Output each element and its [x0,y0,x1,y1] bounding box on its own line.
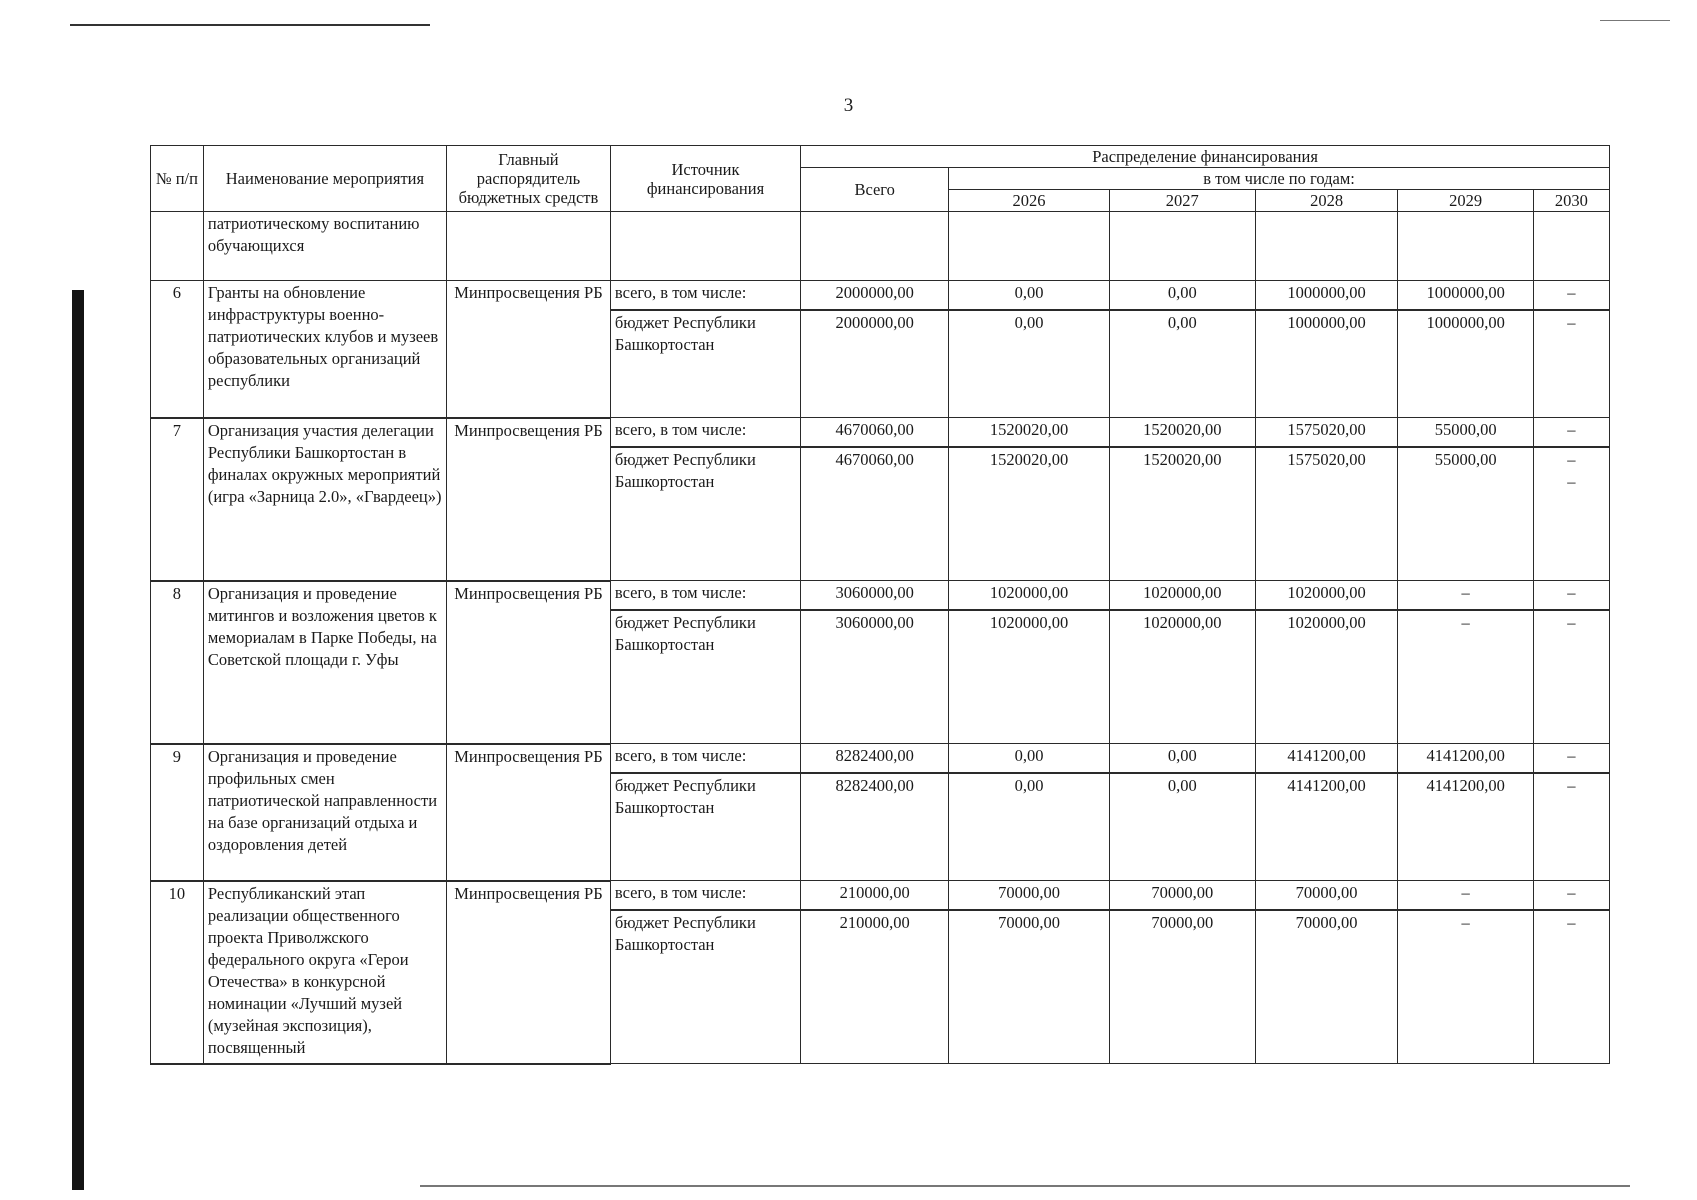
cell-total: 210000,00 [801,910,949,1064]
cell-2029: – [1398,610,1533,744]
cell-2027: 1520020,00 [1109,447,1255,581]
cell-empty [1398,212,1533,281]
cell-total: 3060000,00 [801,581,949,611]
header-administrator: Главный распорядитель бюджетных средств [447,146,611,212]
cell-2028: 1575020,00 [1255,447,1398,581]
cell-administrator: Минпросвещения РБ [447,418,611,581]
cell-2027: 0,00 [1109,744,1255,774]
cell-2029: – [1398,581,1533,611]
cell-total: 2000000,00 [801,281,949,311]
cell-2027: 0,00 [1109,773,1255,881]
cell-event-name: патриотическому воспитанию обучающихся [203,212,446,281]
cell-2027: 70000,00 [1109,910,1255,1064]
cell-2028: 1020000,00 [1255,610,1398,744]
cell-2030: – [1533,773,1609,881]
cell-empty [610,212,800,281]
cell-2030: – [1533,581,1609,611]
header-year-2028: 2028 [1255,190,1398,212]
cell-2026: 1020000,00 [949,581,1110,611]
cell-total: 4670060,00 [801,447,949,581]
cell-source: всего, в том числе: [610,418,800,448]
cell-2029: – [1398,910,1533,1064]
cell-total: 210000,00 [801,881,949,911]
cell-total: 3060000,00 [801,610,949,744]
cell-number: 10 [151,881,204,1064]
table-body [151,212,1610,1064]
cell-number: 6 [151,281,204,418]
cell-2030 [1533,447,1609,581]
cell-2026: 0,00 [949,773,1110,881]
cell-source: всего, в том числе: [610,281,800,311]
cell-2026: 1520020,00 [949,418,1110,448]
page-number: 3 [843,95,854,116]
scan-artifact-bottom-line [420,1185,1630,1187]
cell-2030: – [1533,744,1609,774]
cell-2026: 0,00 [949,744,1110,774]
cell-total: 8282400,00 [801,773,949,881]
cell-source: бюджет Республики Башкортостан [610,910,800,1064]
header-year-2026: 2026 [949,190,1110,212]
table-row [151,281,1610,311]
cell-event-name: Гранты на обновление инфраструктуры военно-патриотических клубов и музеев образовательных организаций республики [203,281,446,418]
table-header [151,146,1610,212]
cell-empty [151,212,204,281]
cell-2029: 1000000,00 [1398,310,1533,418]
cell-2026: 0,00 [949,310,1110,418]
cell-empty [447,212,611,281]
cell-total: 8282400,00 [801,744,949,774]
header-year-2029: 2029 [1398,190,1533,212]
cell-2030: – [1533,418,1609,448]
header-year-2030: 2030 [1533,190,1609,212]
cell-number: 8 [151,581,204,744]
header-number: № п/п [151,146,204,212]
cell-administrator: Минпросвещения РБ [447,581,611,744]
cell-2028: 4141200,00 [1255,773,1398,881]
scan-artifact-left-edge [72,290,84,1190]
cell-event-name: Организация и проведение митингов и возложения цветов к мемориалам в Парке Победы, на Советской площади г. Уфы [203,581,446,744]
cell-2027: 1520020,00 [1109,418,1255,448]
cell-2026: 70000,00 [949,910,1110,1064]
cell-2029: 1000000,00 [1398,281,1533,311]
cell-2027: 1020000,00 [1109,581,1255,611]
cell-2029: 55000,00 [1398,447,1533,581]
cell-empty [949,212,1110,281]
cell-2028: 1000000,00 [1255,281,1398,311]
cell-2026: 1520020,00 [949,447,1110,581]
cell-2029: 4141200,00 [1398,744,1533,774]
table-row [151,744,1610,774]
cell-2028: 1020000,00 [1255,581,1398,611]
cell-2028: 4141200,00 [1255,744,1398,774]
cell-2030-value-extra: – [1567,472,1576,491]
cell-source: бюджет Республики Башкортостан [610,610,800,744]
cell-empty [1255,212,1398,281]
header-source: Источник финансирования [610,146,800,212]
cell-empty [801,212,949,281]
cell-source: всего, в том числе: [610,881,800,911]
cell-2030: – [1533,310,1609,418]
cell-administrator: Минпросвещения РБ [447,281,611,418]
header-year-2027: 2027 [1109,190,1255,212]
financing-table [150,145,1610,1065]
cell-source: бюджет Республики Башкортостан [610,447,800,581]
cell-2030: – [1533,910,1609,1064]
header-total: Всего [801,168,949,212]
cell-2030: – [1533,881,1609,911]
cell-2027: 70000,00 [1109,881,1255,911]
cell-number: 9 [151,744,204,881]
cell-2026: 0,00 [949,281,1110,311]
cell-source: бюджет Республики Башкортостан [610,773,800,881]
cell-empty [1533,212,1609,281]
table-row [151,581,1610,611]
cell-2030: – [1533,610,1609,744]
cell-2026: 70000,00 [949,881,1110,911]
header-by-years: в том числе по годам: [949,168,1610,190]
header-distribution: Распределение финансирования [801,146,1610,168]
cell-2029: 4141200,00 [1398,773,1533,881]
cell-2028: 70000,00 [1255,881,1398,911]
cell-source: всего, в том числе: [610,744,800,774]
cell-2030-value: – [1567,450,1576,469]
cell-event-name: Организация участия делегации Республики Башкортостан в финалах окружных мероприятий (игра «Зарница 2.0», «Гвардеец») [203,418,446,581]
cell-source: всего, в том числе: [610,581,800,611]
cell-2027: 0,00 [1109,310,1255,418]
table-row [151,881,1610,911]
cell-event-name: Республиканский этап реализации общественного проекта Приволжского федерального округа «Герои Отечества» в конкурсной номинации «Лучший музей (музейная экспозиция), посвященный [203,881,446,1064]
cell-2027: 1020000,00 [1109,610,1255,744]
cell-2029: 55000,00 [1398,418,1533,448]
scan-artifact-top-right-line [1600,20,1670,21]
cell-2029: – [1398,881,1533,911]
cell-2027: 0,00 [1109,281,1255,311]
table-row [151,418,1610,448]
table-row-continuation [151,212,1610,281]
cell-total: 2000000,00 [801,310,949,418]
cell-total: 4670060,00 [801,418,949,448]
cell-source: бюджет Республики Башкортостан [610,310,800,418]
cell-event-name: Организация и проведение профильных смен патриотической направленности на базе организаций отдыха и оздоровления детей [203,744,446,881]
cell-2028: 1000000,00 [1255,310,1398,418]
cell-2028: 1575020,00 [1255,418,1398,448]
cell-number: 7 [151,418,204,581]
cell-2026: 1020000,00 [949,610,1110,744]
cell-empty [1109,212,1255,281]
header-event-name: Наименование мероприятия [203,146,446,212]
cell-2028: 70000,00 [1255,910,1398,1064]
scan-artifact-top-line [70,24,430,26]
cell-administrator: Минпросвещения РБ [447,881,611,1064]
cell-administrator: Минпросвещения РБ [447,744,611,881]
cell-2030: – [1533,281,1609,311]
